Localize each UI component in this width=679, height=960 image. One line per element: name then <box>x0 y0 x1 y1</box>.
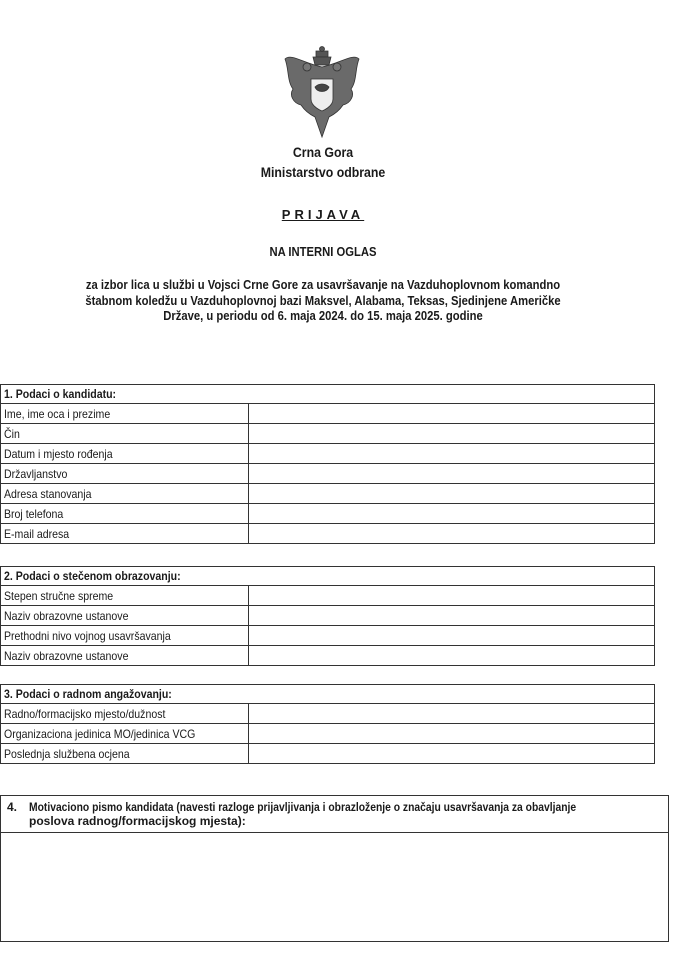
table-row <box>1 404 655 424</box>
table-row <box>1 606 655 626</box>
field-label-text: Prethodni nivo vojnog usavršavanja <box>4 628 171 643</box>
section-number: 4. <box>7 800 18 814</box>
field-label-text: Broj telefona <box>4 506 64 521</box>
field-label <box>1 744 249 764</box>
field-label-text: Čin <box>4 426 20 441</box>
field-input[interactable] <box>249 504 655 524</box>
field-label-text: Naziv obrazovne ustanove <box>4 608 129 623</box>
table-row <box>1 626 655 646</box>
motivation-input[interactable] <box>1 833 669 942</box>
field-input[interactable] <box>249 464 655 484</box>
field-input[interactable] <box>249 626 655 646</box>
field-input[interactable] <box>249 646 655 666</box>
field-label-text: Naziv obrazovne ustanove <box>4 648 129 663</box>
field-label <box>1 444 249 464</box>
field-input[interactable] <box>249 444 655 464</box>
field-label-text: E-mail adresa <box>4 526 70 541</box>
description-line: Države, u periodu od 6. maja 2024. do 15. maja 2025. godine <box>163 309 483 323</box>
field-label <box>1 424 249 444</box>
field-input[interactable] <box>249 704 655 724</box>
section-heading-text: 2. Podaci o stečenom obrazovanju: <box>4 569 181 583</box>
document-subtitle: NA INTERNI OGLAS <box>269 245 377 259</box>
motivation-heading-line: poslova radnog/formacijskog mjesta): <box>29 814 246 828</box>
field-label <box>1 504 249 524</box>
section-heading <box>1 385 655 404</box>
country-name: Crna Gora <box>292 144 354 160</box>
field-label-text: Poslednja službena ocjena <box>4 746 130 761</box>
field-label-text: Organizaciona jedinica MO/jedinica VCG <box>4 726 196 741</box>
field-label-text: Ime, ime oca i prezime <box>4 406 111 421</box>
table-row <box>1 464 655 484</box>
table-row <box>1 524 655 544</box>
field-input[interactable] <box>249 744 655 764</box>
field-input[interactable] <box>249 586 655 606</box>
section-table-3 <box>0 684 655 764</box>
document-description <box>32 278 613 325</box>
field-label-text: Adresa stanovanja <box>4 486 92 501</box>
field-label <box>1 724 249 744</box>
field-input[interactable] <box>249 484 655 504</box>
field-input[interactable] <box>249 424 655 444</box>
field-label <box>1 704 249 724</box>
section-table-1 <box>0 384 655 544</box>
field-label-text: Državljanstvo <box>4 466 68 481</box>
table-row <box>1 484 655 504</box>
table-row <box>1 704 655 724</box>
field-label <box>1 484 249 504</box>
field-input[interactable] <box>249 724 655 744</box>
field-label <box>1 586 249 606</box>
ministry-name: Ministarstvo odbrane <box>260 164 386 180</box>
field-label-text: Radno/formacijsko mjesto/dužnost <box>4 706 166 721</box>
table-row <box>1 444 655 464</box>
field-label-text: Datum i mjesto rođenja <box>4 446 113 461</box>
field-label <box>1 524 249 544</box>
field-input[interactable] <box>249 404 655 424</box>
field-label-text: Stepen stručne spreme <box>4 588 114 603</box>
table-row <box>1 646 655 666</box>
table-row <box>1 744 655 764</box>
table-row <box>1 724 655 744</box>
table-row <box>1 504 655 524</box>
field-input[interactable] <box>249 606 655 626</box>
field-label <box>1 404 249 424</box>
section-heading <box>1 685 655 704</box>
description-line: za izbor lica u službi u Vojsci Crne Gore za usavršavanje na Vazduhoplovnom komandno <box>85 278 561 292</box>
document-title: PRIJAVA <box>281 207 365 222</box>
section-heading-text: 3. Podaci o radnom angažovanju: <box>4 687 172 701</box>
table-row <box>1 424 655 444</box>
field-label <box>1 646 249 666</box>
table-row <box>1 586 655 606</box>
motivation-table <box>0 795 669 942</box>
section-table-2 <box>0 566 655 666</box>
section-heading-text: 1. Podaci o kandidatu: <box>4 387 117 401</box>
motivation-heading <box>1 796 669 833</box>
field-input[interactable] <box>249 524 655 544</box>
field-label <box>1 464 249 484</box>
section-heading <box>1 567 655 586</box>
field-label <box>1 606 249 626</box>
coat-of-arms-icon <box>283 45 361 141</box>
motivation-heading-line: Motivaciono pismo kandidata (navesti razloge prijavljivanja i obrazloženje o značaju usavršavanja za obavljanje <box>29 800 577 814</box>
field-label <box>1 626 249 646</box>
description-line: štabnom koledžu u Vazduhoplovnoj bazi Maksvel, Alabama, Teksas, Sjedinjene Američke <box>85 293 561 308</box>
